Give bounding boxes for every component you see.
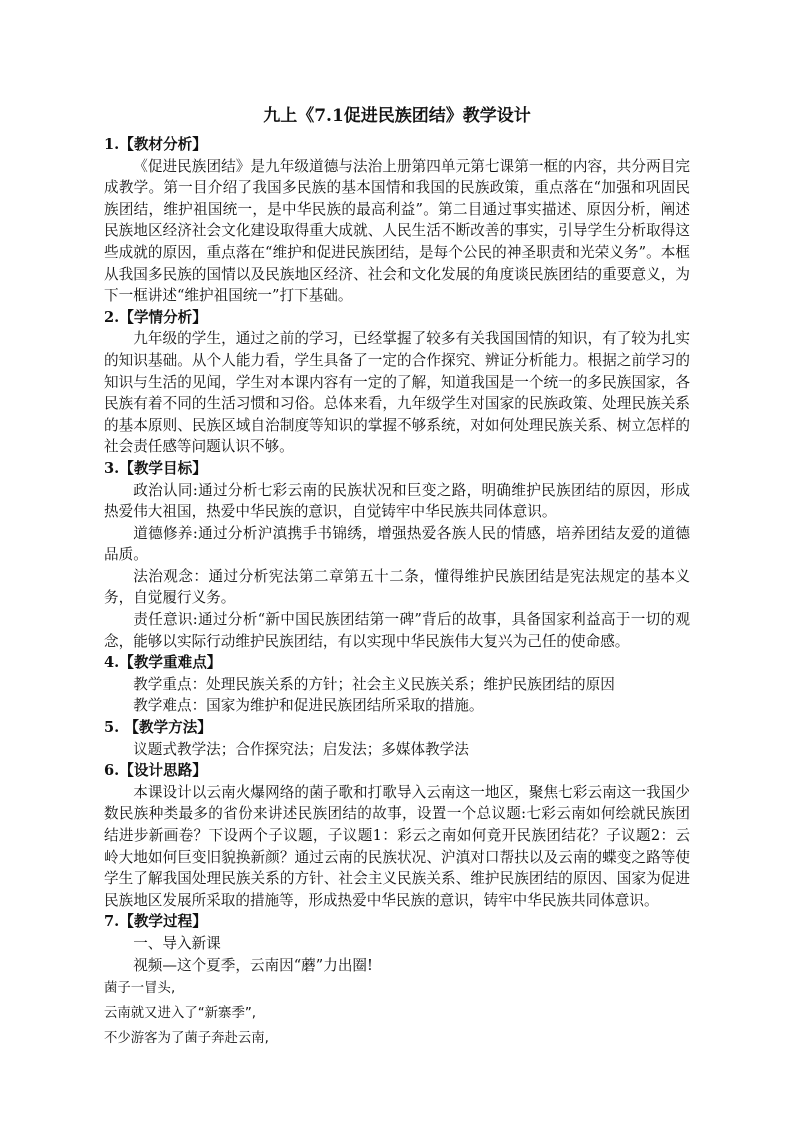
document-title: 九上《7.1促进民族团结》教学设计 [263,106,531,126]
text-line: 一、导入新课 [133,934,221,952]
paragraph: 责任意识:通过分析“新中国民族团结第一碑”背后的故事，具备国家利益高于一切的观念，能够以实际行动维护民族团结，有以实现中华民族伟大复兴为己任的使命感。 [104,611,690,650]
paragraph: 九年级的学生，通过之前的学习，已经掌握了较多有关我国国情的知识，有了较为扎实的知识基础。从个人能力看，学生具备了一定的合作探究、辨证分析能力。根据之前学习的知识与生活的见闻，学生对本课内容有一定的了解，知道我国是一个统一的多民族国家，各民族有着不同的生活习惯和习俗。总体来看，九年级学生对国家的民族政策、处理民族关系的基本原则、民族区域自治制度等知识的掌握不够系统，对如何处理民族关系、树立怎样的社会责任感等问题认识不够。 [104,330,690,456]
paragraph: 《促进民族团结》是九年级道德与法治上册第四单元第七课第一框的内容，共分两目完成教学。第一目介绍了我国多民族的基本国情和我国的民族政策，重点落在“加强和巩固民族团结，维护祖国统一，是中华民族的最高利益”。第二目通过事实描述、原因分析，阐述民族地区经济社会文化建设取得重大成就、人民生活不断改善的事实，引导学生分析取得这些成就的原因，重点落在“维护和促进民族团结，是每个公民的神圣职责和光荣义务”。本框从我国多民族的国情以及民族地区经济、社会和文化发展的角度谈民族团结的重要意义，为下一框讲述“维护祖国统一”打下基础。 [104,157,690,305]
section-heading: 5. 【教学方法】 [104,719,212,737]
text-line: 视频—这个夏季，云南因“蘑”力出圈! [133,956,373,974]
text-line: 教学重点：处理民族关系的方针；社会主义民族关系；维护民族团结的原因 [133,675,615,693]
section-design-approach [104,760,690,911]
section-heading: 6.【设计思路】 [104,762,207,780]
document-page [104,104,690,1051]
section-heading: 1.【教材分析】 [104,136,207,153]
section-key-points [104,652,690,717]
lyric-line: 云南就又进入了“新寨季”, [104,1006,257,1022]
section-heading: 3.【教学目标】 [104,459,207,477]
section-learner-analysis [104,307,690,458]
paragraph: 法治观念：通过分析宪法第二章第五十二条，懂得维护民族团结是宪法规定的基本义务，自觉履行义务。 [104,567,690,607]
paragraph: 道德修养:通过分析沪滇携手书锦绣，增强热爱各族人民的情感，培养团结友爱的道德品质。 [104,524,690,564]
paragraph: 政治认同:通过分析七彩云南的民族状况和巨变之路，明确维护民族团结的原因，形成热爱伟大祖国，热爱中华民族的意识，自觉铸牢中华民族共同体意识。 [104,481,690,521]
lyric-line: 不少游客为了菌子奔赴云南, [104,1031,269,1047]
section-teaching-goals [104,458,690,652]
section-teaching-process [104,911,690,1051]
section-heading: 2.【学情分析】 [104,308,207,326]
lyric-line: 菌子一冒头, [104,981,176,997]
text-line: 议题式教学法；合作探究法；启发法；多媒体教学法 [133,740,469,758]
section-heading: 7.【教学过程】 [104,913,207,931]
paragraph: 本课设计以云南火爆网络的菌子歌和打歌导入云南这一地区，聚焦七彩云南这一我国少数民族种类最多的省份来讲述民族团结的故事，设置一个总议题:七彩云南如何绘就民族团结进步新画卷？下设两个子议题，子议题1：彩云之南如何竟开民族团结花？子议题2：云岭大地如何巨变旧貌换新颜？通过云南的民族状况、沪滇对口帮扶以及云南的蝶变之路等使学生了解我国处理民族关系的方针、社会主义民族关系、维护民族团结的原因、国家为促进民族地区发展所采取的措施等，形成热爱中华民族的意识，铸牢中华民族共同体意识。 [104,783,690,909]
section-heading: 4.【教学重难点】 [104,654,222,672]
section-textbook-analysis [104,134,690,307]
section-teaching-methods [104,717,690,760]
text-line: 教学难点：国家为维护和促进民族团结所采取的措施。 [133,697,484,715]
